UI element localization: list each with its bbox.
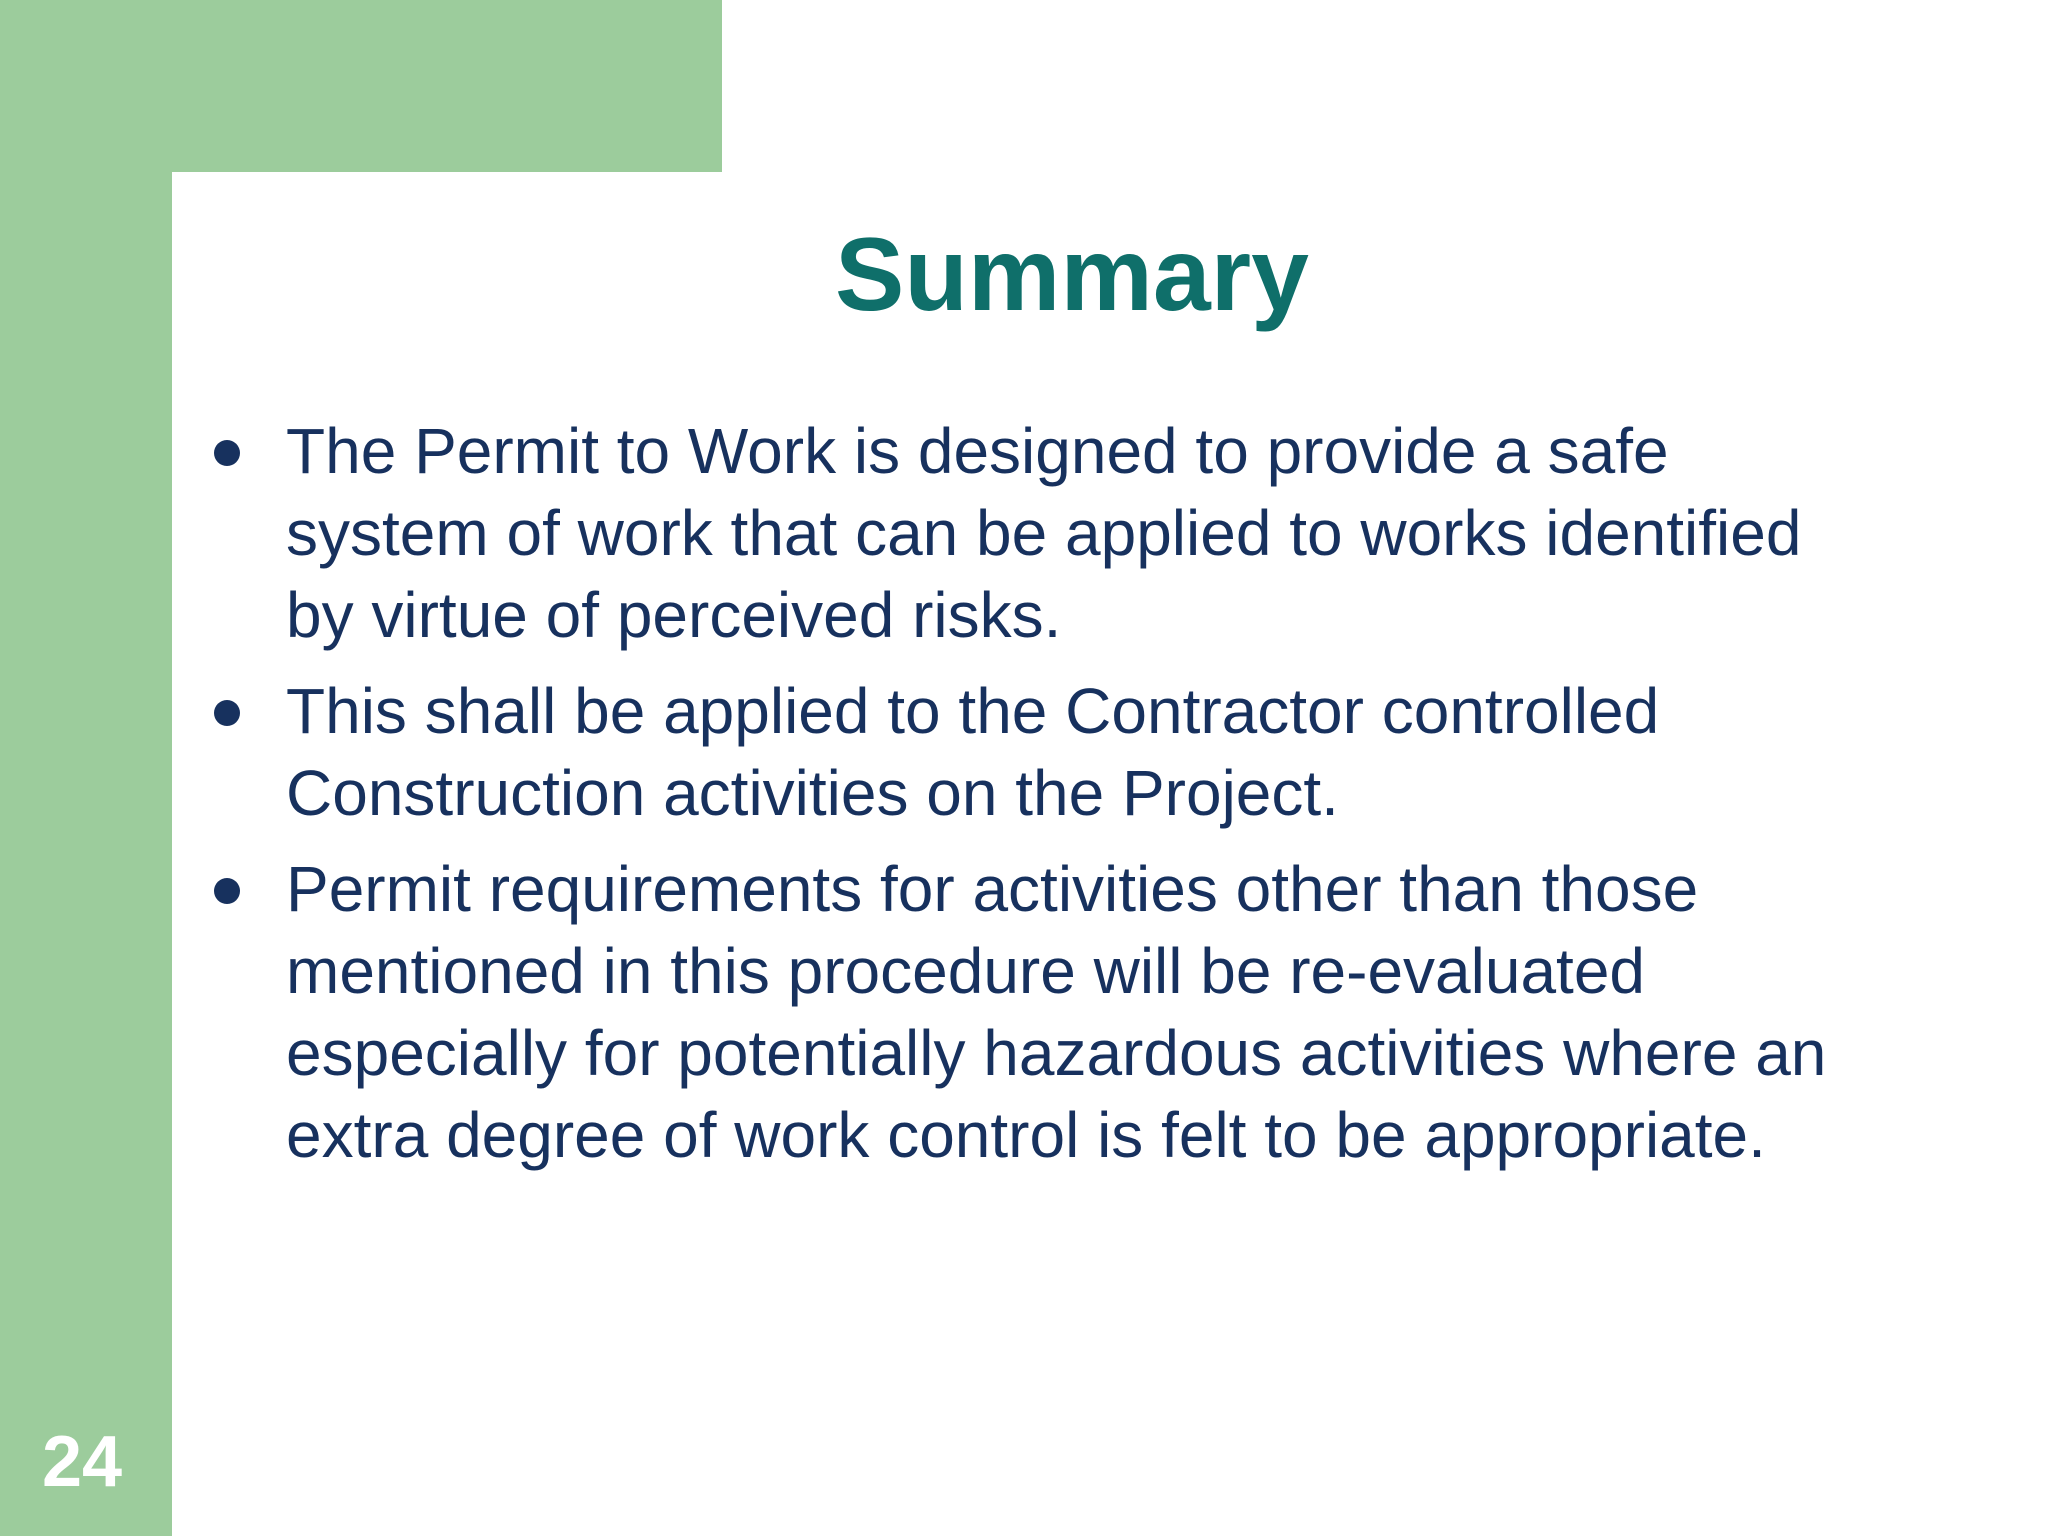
bullet-dot-icon (214, 878, 240, 904)
bullet-list (212, 410, 1872, 1190)
bullet-item-3 (212, 848, 1872, 1176)
bullet-item-1 (212, 410, 1872, 656)
bullet-text-3: Permit requirements for activities other than those mentioned in this procedure will be re-evaluated especially for potentially hazardous activities where an extra degree of work control is felt to be appropriate. (286, 853, 1827, 1171)
slide-title: Summary (835, 217, 1309, 333)
bullet-dot-icon (214, 440, 240, 466)
bullet-item-2 (212, 670, 1872, 834)
top-accent-band (0, 0, 722, 172)
bullet-dot-icon (214, 700, 240, 726)
bullet-text-1: The Permit to Work is designed to provide a safe system of work that can be applied to works identified by virtue of perceived risks. (286, 415, 1802, 651)
left-accent-band (0, 0, 172, 1536)
bullet-text-2: This shall be applied to the Contractor controlled Construction activities on the Project. (286, 675, 1660, 829)
page-number: 24 (42, 1422, 123, 1502)
